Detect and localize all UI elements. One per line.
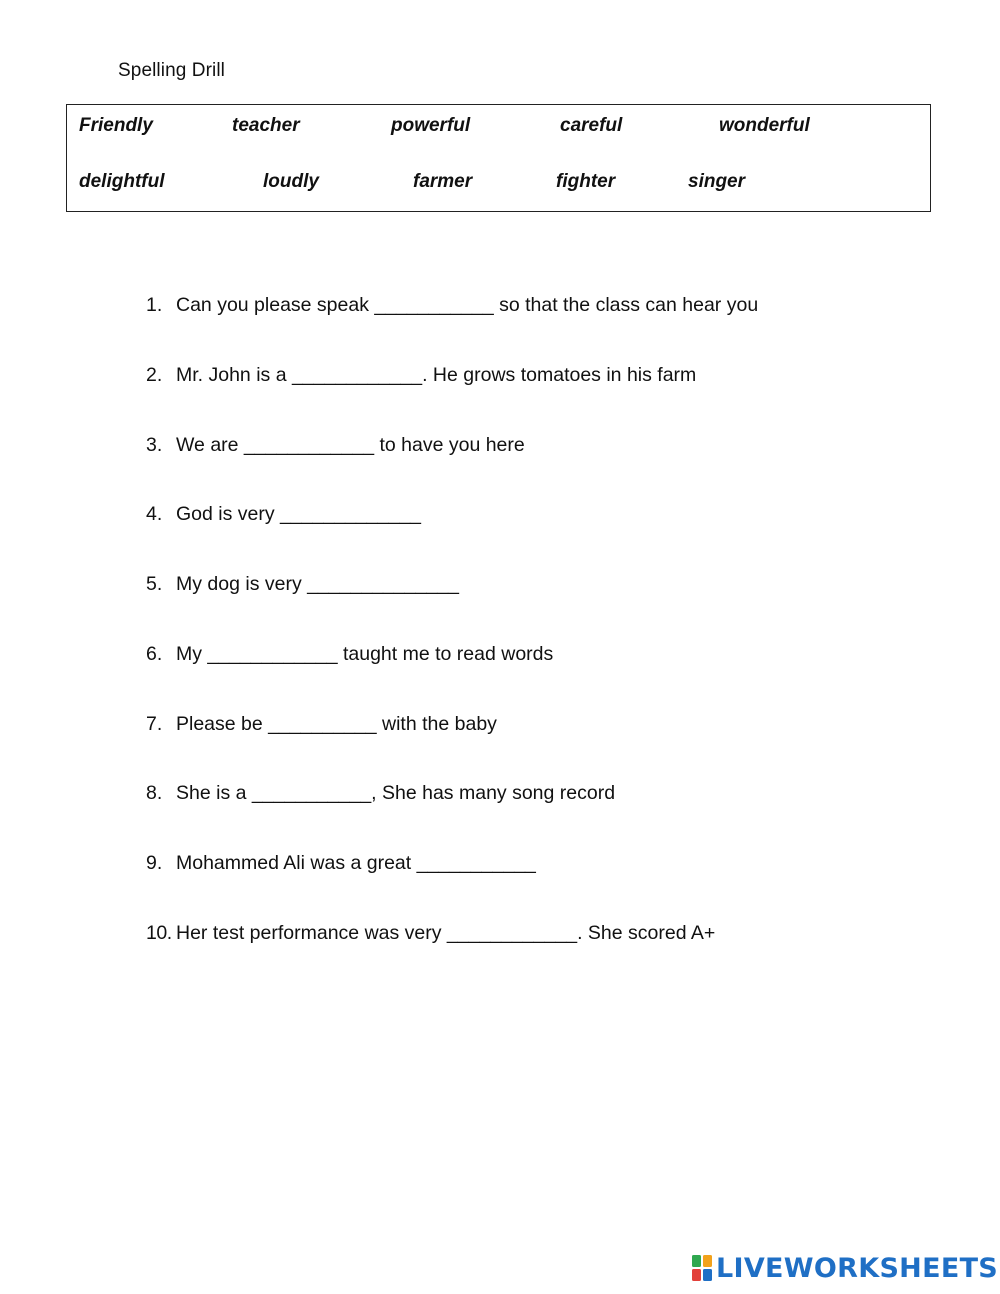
word-bank-item: powerful [391, 115, 471, 136]
question-item [146, 713, 497, 736]
question-number: 10. [146, 922, 172, 944]
question-item [146, 782, 615, 805]
question-text: Can you please speak ___________ so that the class can hear you [176, 294, 759, 316]
question-number: 6. [146, 643, 163, 665]
question-number: 9. [146, 852, 163, 874]
question-item [146, 922, 715, 945]
word-bank-item: loudly [263, 171, 319, 192]
liveworksheets-logo [692, 1252, 998, 1284]
question-number: 7. [146, 713, 163, 735]
question-item [146, 294, 758, 317]
question-number: 8. [146, 782, 163, 804]
question-item [146, 364, 696, 387]
word-bank-item: farmer [413, 171, 473, 192]
page-title: Spelling Drill [118, 60, 225, 81]
question-text: Mr. John is a ____________. He grows tomatoes in his farm [176, 364, 697, 386]
question-number: 4. [146, 503, 163, 525]
word-bank-item: wonderful [719, 115, 810, 136]
question-number: 3. [146, 434, 163, 456]
word-bank-box [66, 104, 931, 212]
word-bank-item: singer [688, 171, 746, 192]
question-number: 1. [146, 294, 163, 316]
question-text: My dog is very ______________ [176, 573, 459, 595]
question-text: God is very _____________ [176, 503, 422, 525]
question-text: Her test performance was very ____________. She scored A+ [176, 922, 716, 944]
question-item [146, 852, 536, 875]
question-text: My ____________ taught me to read words [176, 643, 554, 665]
word-bank-item: teacher [232, 115, 300, 136]
question-text: We are ____________ to have you here [176, 434, 525, 456]
word-bank-item: Friendly [79, 115, 153, 136]
word-bank-item: fighter [556, 171, 616, 192]
word-bank-item: careful [560, 115, 623, 136]
question-text: Mohammed Ali was a great ___________ [176, 852, 536, 874]
question-item [146, 503, 421, 526]
question-text: Please be __________ with the baby [176, 713, 497, 735]
liveworksheets-logo-text: LIVEWORKSHEETS [716, 1252, 999, 1284]
liveworksheets-logo-icon [692, 1255, 712, 1281]
question-item [146, 643, 553, 666]
question-text: She is a ___________, She has many song record [176, 782, 616, 804]
question-item [146, 434, 525, 457]
question-item [146, 573, 459, 596]
question-number: 2. [146, 364, 163, 386]
question-number: 5. [146, 573, 163, 595]
word-bank-item: delightful [79, 171, 165, 192]
